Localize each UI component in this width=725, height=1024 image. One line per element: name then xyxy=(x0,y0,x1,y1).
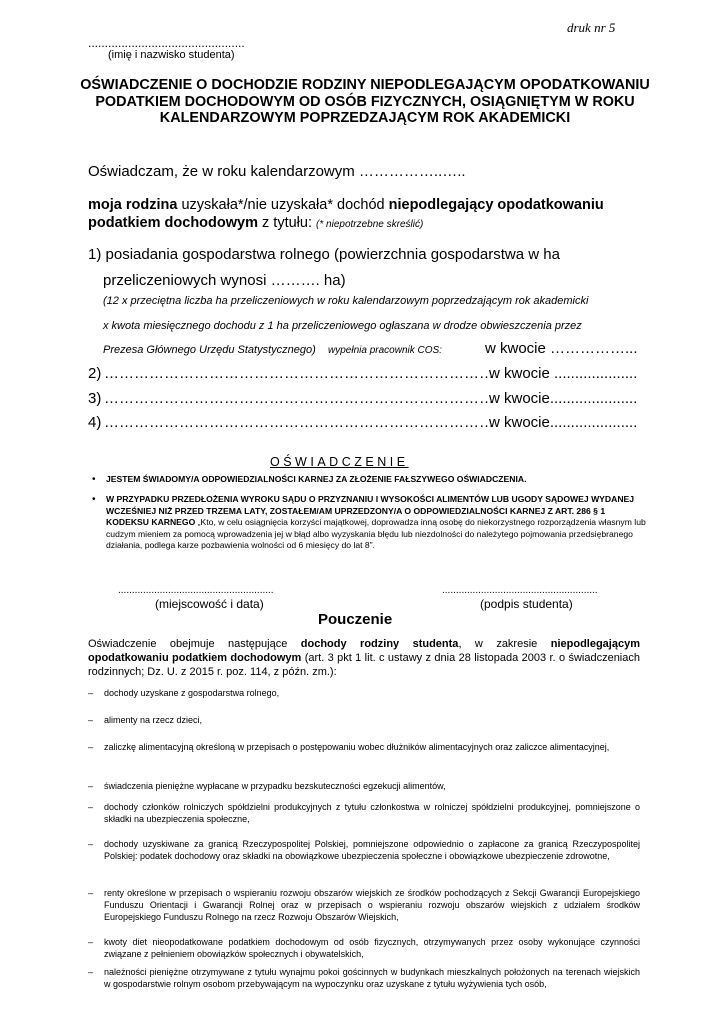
farm-note-line1: (12 x przeciętna liczba ha przeliczeniowych w roku kalendarzowym poprzedzającym rok akademicki xyxy=(103,295,589,307)
cos-note: wypełnia pracownik COS: xyxy=(328,345,442,356)
list-item-text: dochody członków rolniczych spółdzielni produkcyjnych z tytułu członkostwa w rolniczej spółdzielni produkcyjnej, pomniejszone o składki na ubezpieczenia społeczne, xyxy=(104,802,640,824)
dash-icon: – xyxy=(88,888,94,898)
list-item-text: świadczenia pieniężne wypłacane w przypadku bezskuteczności egzekucji alimentów, xyxy=(104,781,446,791)
income-status-text: uzyskała*/nie uzyskała* dochód xyxy=(177,197,389,213)
student-name-field[interactable]: ............................................... xyxy=(88,36,245,50)
row-source-field[interactable]: …………………………………………………………………… xyxy=(104,365,494,382)
list-item xyxy=(88,936,640,960)
list-item-text: należności pieniężne otrzymywane z tytułu wynajmu pokoi gościnnych w budynkach mieszkalnych położonych na terenach wiejskich w gospodarstwie rolnym osobom przebywającym na wypoczynku oraz uzyskane z tytułu wyżywienia tych osób, xyxy=(104,967,640,989)
row-amount-field[interactable]: w kwocie .................... xyxy=(489,365,638,382)
intro-text: Oświadczenie obejmuje następujące xyxy=(88,638,301,650)
signature-caption: (podpis studenta) xyxy=(480,597,573,611)
list-item xyxy=(88,887,640,923)
farm-item-line2: przeliczeniowych wynosi ………. ha) xyxy=(103,272,346,289)
income-source-text: z tytułu: xyxy=(258,215,317,231)
instruction-intro xyxy=(88,637,640,679)
farm-note-line2: x kwota miesięcznego dochodu z 1 ha przeliczeniowego ogłaszana w drodze obwieszczenia przez xyxy=(103,320,582,332)
strike-note: (* niepotrzebne skreślić) xyxy=(316,219,424,230)
list-item xyxy=(88,741,640,753)
dash-icon: – xyxy=(88,742,94,752)
list-item-text: alimenty na rzecz dzieci, xyxy=(104,715,203,725)
dash-icon: – xyxy=(88,715,94,725)
form-number: druk nr 5 xyxy=(567,20,616,35)
farm-note-line3 xyxy=(103,344,442,356)
statement-bullet-bold: W PRZYPADKU PRZEDŁOŻENIA WYROKU SĄDU O PRZYZNANIU I WYSOKOŚCI ALIMENTÓW LUB UGODY SĄDOWEJ WYDANEJ WCZEŚNIEJ NIŻ PRZED TRZEMA LATY, ZOSTAŁEM/AM UPRZEDZONY/A O ODPOWIEDZIALNOŚCI KARNEJ Z ART. 286 § 1 KODEKSU KARNEGO xyxy=(106,494,635,527)
list-item-text: renty określone w przepisach o wspieraniu rozwoju obszarów wiejskich ze środków pochodzących z Sekcji Gwarancji Europejskiego Funduszu Orientacji i Gwarancji Rolnej oraz w przepisach o wspieraniu rozwoju obszarów wiejskich z udziałem środków Europejskiego Funduszu Rolnego na rzecz Rozwoju Obszarów Wiejskich, xyxy=(104,888,640,922)
student-name-caption: (imię i nazwisko studenta) xyxy=(108,49,235,61)
row-source-field[interactable]: …………………………………………………………………… xyxy=(104,414,494,431)
year-declaration-line: Oświadczam, że w roku kalendarzowym ……………..….. xyxy=(88,163,466,180)
dash-icon: – xyxy=(88,937,94,947)
dash-icon: – xyxy=(88,967,94,977)
list-item xyxy=(88,780,640,792)
list-item xyxy=(88,687,640,699)
dash-icon: – xyxy=(88,781,94,791)
list-item xyxy=(88,966,640,990)
list-item-text: zaliczkę alimentacyjną określoną w przepisach o postępowaniu wobec dłużników alimentacyjnych oraz zaliczce alimentacyjnej, xyxy=(104,742,610,752)
statement-heading: OŚWIADCZENIE xyxy=(270,455,409,469)
intro-text: , w zakresie xyxy=(458,638,551,650)
row-number: 4) xyxy=(88,414,102,431)
statement-bullet-quote: „Kto, w celu osiągnięcia korzyści majątkowej, doprowadza inną osobę do niekorzystnego rozporządzenia własnym lub cudzym mieniem za pomocą wprowadzenia jej w błąd albo wyzyskania błędu lub niezdolności do należytego pojmowania przedsiębranego działania, podlega karze pozbawienia wolności od 6 miesięcy do lat 8”. xyxy=(106,517,646,550)
intro-text: (art. 3 pkt 1 lit. c ustawy z dnia 28 listopada 2003 r. o świadczeniach rodzinnych; Dz. U. z 2015 r. poz. 114, z późn. zm.): xyxy=(88,652,640,678)
dash-icon: – xyxy=(88,839,94,849)
row-amount-field[interactable]: w kwocie..................... xyxy=(489,390,638,407)
dash-icon: – xyxy=(88,802,94,812)
row-number: 2) xyxy=(88,365,102,382)
intro-bold: niepodlegającym opodatkowaniu podatkiem dochodowym xyxy=(88,638,640,664)
non-taxable-label: niepodlegający opodatkowaniu podatkiem dochodowym xyxy=(88,197,604,231)
signature-field[interactable]: ........................................................ xyxy=(442,585,598,596)
list-item-text: dochody uzyskiwane za granicą Rzeczypospolitej Polskiej, pomniejszone odpowiednio o zapłacone za granicą Rzeczypospolitej Polskiej: podatek dochodowy oraz składki na obowiązkowe ubezpieczenia społeczne i obowiązkowe ubezpieczenie zdrowotne, xyxy=(104,839,640,861)
income-declaration xyxy=(88,196,648,234)
dash-icon: – xyxy=(88,688,94,698)
farm-item-line1: 1) posiadania gospodarstwa rolnego (powierzchnia gospodarstwa w ha xyxy=(88,246,560,263)
statement-bullet-text: JESTEM ŚWIADOMY/A ODPOWIEDZIALNOŚCI KARNEJ ZA ZŁOŻENIE FAŁSZYWEGO OŚWIADCZENIA. xyxy=(106,474,527,484)
list-item xyxy=(88,714,640,726)
row-source-field[interactable]: …………………………………………………………………… xyxy=(104,390,494,407)
instruction-heading: Pouczenie xyxy=(318,611,393,628)
document-title: OŚWIADCZENIE O DOCHODZIE RODZINY NIEPODLEGAJĄCYM OPODATKOWANIU PODATKIEM DOCHODOWYM OD OSÓB FIZYCZNYCH, OSIĄGNIĘTYM W ROKU KALENDARZOWYM POPRZEDZAJĄCYM ROK AKADEMICKI xyxy=(80,77,650,126)
row-amount-field[interactable]: w kwocie..................... xyxy=(489,414,638,431)
moja-rodzina-label: moja rodzina xyxy=(88,197,178,213)
list-item-text: kwoty diet nieopodatkowane podatkiem dochodowym od osób fizycznych, otrzymywanych przez osoby wykonujące czynności związane z pełnieniem obowiązków społecznych i obywatelskich, xyxy=(104,937,640,959)
row-number: 3) xyxy=(88,390,102,407)
list-item xyxy=(88,801,640,825)
statement-bullet xyxy=(106,474,646,486)
farm-note-text: Prezesa Głównego Urzędu Statystycznego) xyxy=(103,344,316,356)
place-date-field[interactable]: ........................................................ xyxy=(118,585,274,596)
list-item-text: dochody uzyskane z gospodarstwa rolnego, xyxy=(104,688,280,698)
place-date-caption: (miejscowość i data) xyxy=(155,597,264,611)
list-item xyxy=(88,838,640,862)
intro-bold: dochody rodziny studenta xyxy=(300,638,459,650)
statement-bullet xyxy=(106,494,646,552)
farm-amount-field[interactable]: w kwocie ……………... xyxy=(485,340,638,357)
